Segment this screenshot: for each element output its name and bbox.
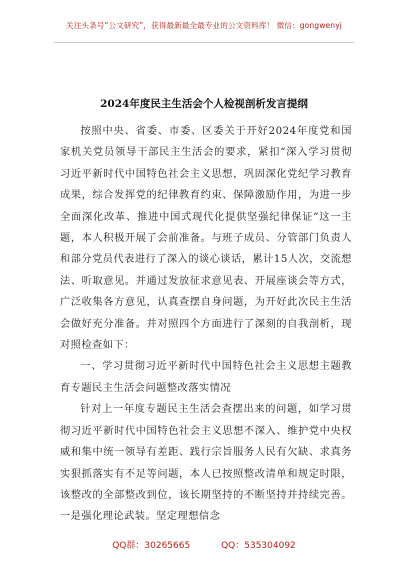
section-heading: 一、学习贯彻习近平新时代中国特色社会主义思想主题教育专题民主生活会问题整改落实情况 — [60, 361, 352, 394]
section-paragraph: 针对上一年度专题民主生活会查摆出来的问题，如学习贯彻习近平新时代中国特色社会主义思想不深入、维护党中央权威和集中统一领导有差距、践行宗旨服务人民有欠缺、求真务实狠抓落实有不足等问题，本人已按照整改清单和规定时限，该整改的全部整改到位，该长期坚持的不断坚持并持续完善。一是强化理论武装。坚定理想信念 — [60, 404, 352, 523]
document-title: 2024年度民主生活会个人检视剖析发言提纲 — [100, 98, 308, 110]
header-banner: 关注头条号“公文研究”，获得最新最全最专业的公文资料库！ 微信：gongwenyj — [66, 21, 342, 30]
footer — [0, 538, 408, 551]
header-divider — [54, 42, 354, 43]
intro-paragraph: 按照中央、省委、市委、区委关于开好2024年度党和国家机关党员领导干部民主生活会的要求，紧扣“深入学习贯彻习近平新时代中国特色社会主义思想，巩固深化党纪学习教育成果，综合发挥党的纪律教育约束、保障激励作用，为进一步全面深化改革、推进中国式现代化提供坚强纪律保证”这一主题，本人积极开展了会前准备。与班子成员、分管部门负责人和部分党员代表进行了深入的谈心谈话，累计15人次，交流想法、听取意见。并通过发放征求意见表、开展座谈会等方式，广泛收集各方意见，认真查摆自身问题，为开好此次民主生活会做好充分准备。并对照四个方面进行了深刻的自我剖析，现对照检查如下： — [60, 126, 352, 352]
footer-qq: QQ：535304092 — [221, 541, 296, 551]
document-body — [60, 121, 352, 528]
footer-qq-group: QQ群：30265665 — [112, 541, 191, 551]
